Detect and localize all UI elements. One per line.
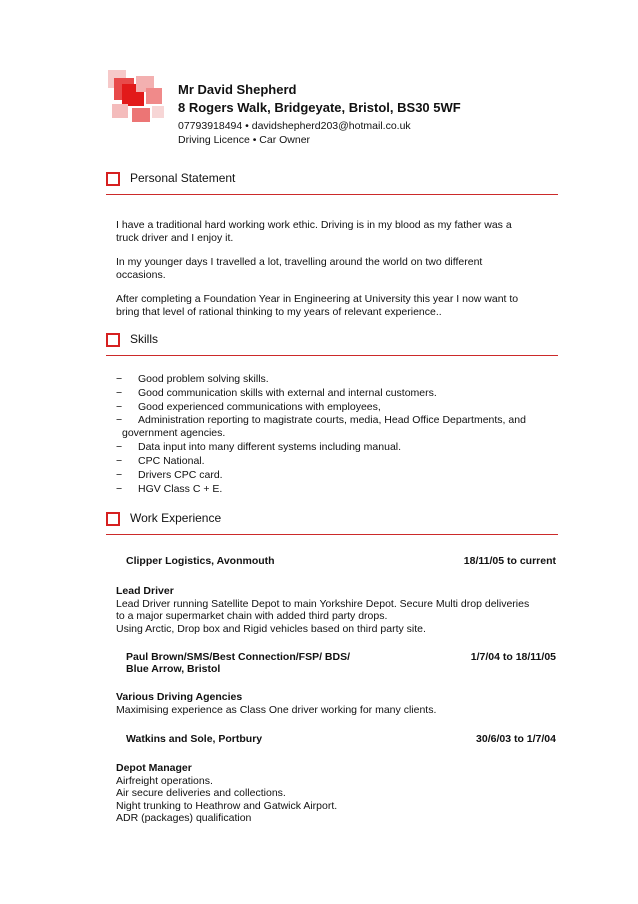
contact-details: 07793918494 • davidshepherd203@hotmail.co.uk <box>178 120 411 132</box>
employer: Clipper Logistics, Avonmouth <box>126 555 275 567</box>
list-item: − Data input into many different systems including manual. <box>116 441 402 453</box>
statement-line: In my younger days I travelled a lot, travelling around the world on two different <box>116 256 483 268</box>
list-item: − HGV Class C + E. <box>116 483 223 495</box>
job-line: to a major supermarket chain with added third party drops. <box>116 610 388 622</box>
dash-icon: − <box>116 414 123 426</box>
list-item: − CPC National. <box>116 455 205 467</box>
dash-icon: − <box>116 483 123 495</box>
job-role: Depot Manager <box>116 762 192 774</box>
job-line: Night trunking to Heathrow and Gatwick Airport. <box>116 799 338 812</box>
section-title: Personal Statement <box>130 171 236 185</box>
dash-icon: − <box>116 373 123 385</box>
list-item: − Drivers CPC card. <box>116 469 223 481</box>
section-personal-statement <box>106 170 558 195</box>
job-line: Air secure deliveries and collections. <box>116 787 286 799</box>
section-work-experience <box>106 510 558 535</box>
statement-line: bring that level of rational thinking to my years of relevant experience.. <box>116 306 442 318</box>
list-item: − Good communication skills with external and internal customers. <box>116 387 437 399</box>
contact-block <box>178 82 461 147</box>
job-dates: 18/11/05 to current <box>463 555 556 567</box>
list-item-continued: government agencies. <box>122 427 226 439</box>
list-item: − Administration reporting to magistrate courts, media, Head Office Departments, and government agencies. <box>116 414 556 440</box>
statement-line: occasions. <box>116 269 166 281</box>
statement-line: After completing a Foundation Year in Engineering at University this year I now want to <box>116 293 519 305</box>
job-header <box>126 555 556 567</box>
dash-icon: − <box>116 387 123 399</box>
job-line: Airfreight operations. <box>116 774 213 787</box>
employer: Watkins and Sole, Portbury <box>126 733 263 745</box>
logo-squares <box>108 70 168 130</box>
job-line: Lead Driver running Satellite Depot to main Yorkshire Depot. Secure Multi drop deliveries <box>116 597 530 610</box>
job-role: Lead Driver <box>116 585 174 597</box>
section-title: Work Experience <box>130 511 222 525</box>
job-line: Maximising experience as Class One driver working for many clients. <box>116 703 437 716</box>
job-line: Using Arctic, Drop box and Rigid vehicles based on third party site. <box>116 622 426 635</box>
candidate-name: Mr David Shepherd <box>178 82 297 97</box>
employer-location: Blue Arrow, Bristol <box>126 663 221 675</box>
job-role: Various Driving Agencies <box>116 691 243 703</box>
statement-paragraph-3 <box>116 293 556 319</box>
licence-info: Driving Licence • Car Owner <box>178 134 311 146</box>
checkbox-square-icon <box>106 512 120 526</box>
list-item: − Good experienced communications with employees, <box>116 401 381 413</box>
statement-paragraph-2 <box>116 256 556 282</box>
checkbox-square-icon <box>106 333 120 347</box>
job-description <box>116 691 556 716</box>
section-title: Skills <box>130 332 159 346</box>
job-description <box>116 585 556 635</box>
statement-paragraph-1 <box>116 219 556 245</box>
statement-line: truck driver and I enjoy it. <box>116 232 234 244</box>
job-dates: 30/6/03 to 1/7/04 <box>476 733 556 745</box>
address: 8 Rogers Walk, Bridgeyate, Bristol, BS30 5WF <box>178 100 461 115</box>
dash-icon: − <box>116 441 123 453</box>
skills-list <box>116 372 556 496</box>
job-dates: 1/7/04 to 18/11/05 <box>470 651 556 663</box>
statement-line: I have a traditional hard working work ethic. Driving is in my blood as my father was a <box>116 219 512 231</box>
checkbox-square-icon <box>106 172 120 186</box>
list-item: − Good problem solving skills. <box>116 373 269 385</box>
dash-icon: − <box>116 455 123 467</box>
section-skills <box>106 331 558 356</box>
employer: Paul Brown/SMS/Best Connection/FSP/ BDS/ <box>126 651 351 663</box>
dash-icon: − <box>116 469 123 481</box>
dash-icon: − <box>116 401 123 413</box>
job-line: ADR (packages) qualification <box>116 812 252 824</box>
job-description <box>116 762 556 825</box>
job-header <box>126 733 556 745</box>
job-header <box>126 651 556 675</box>
